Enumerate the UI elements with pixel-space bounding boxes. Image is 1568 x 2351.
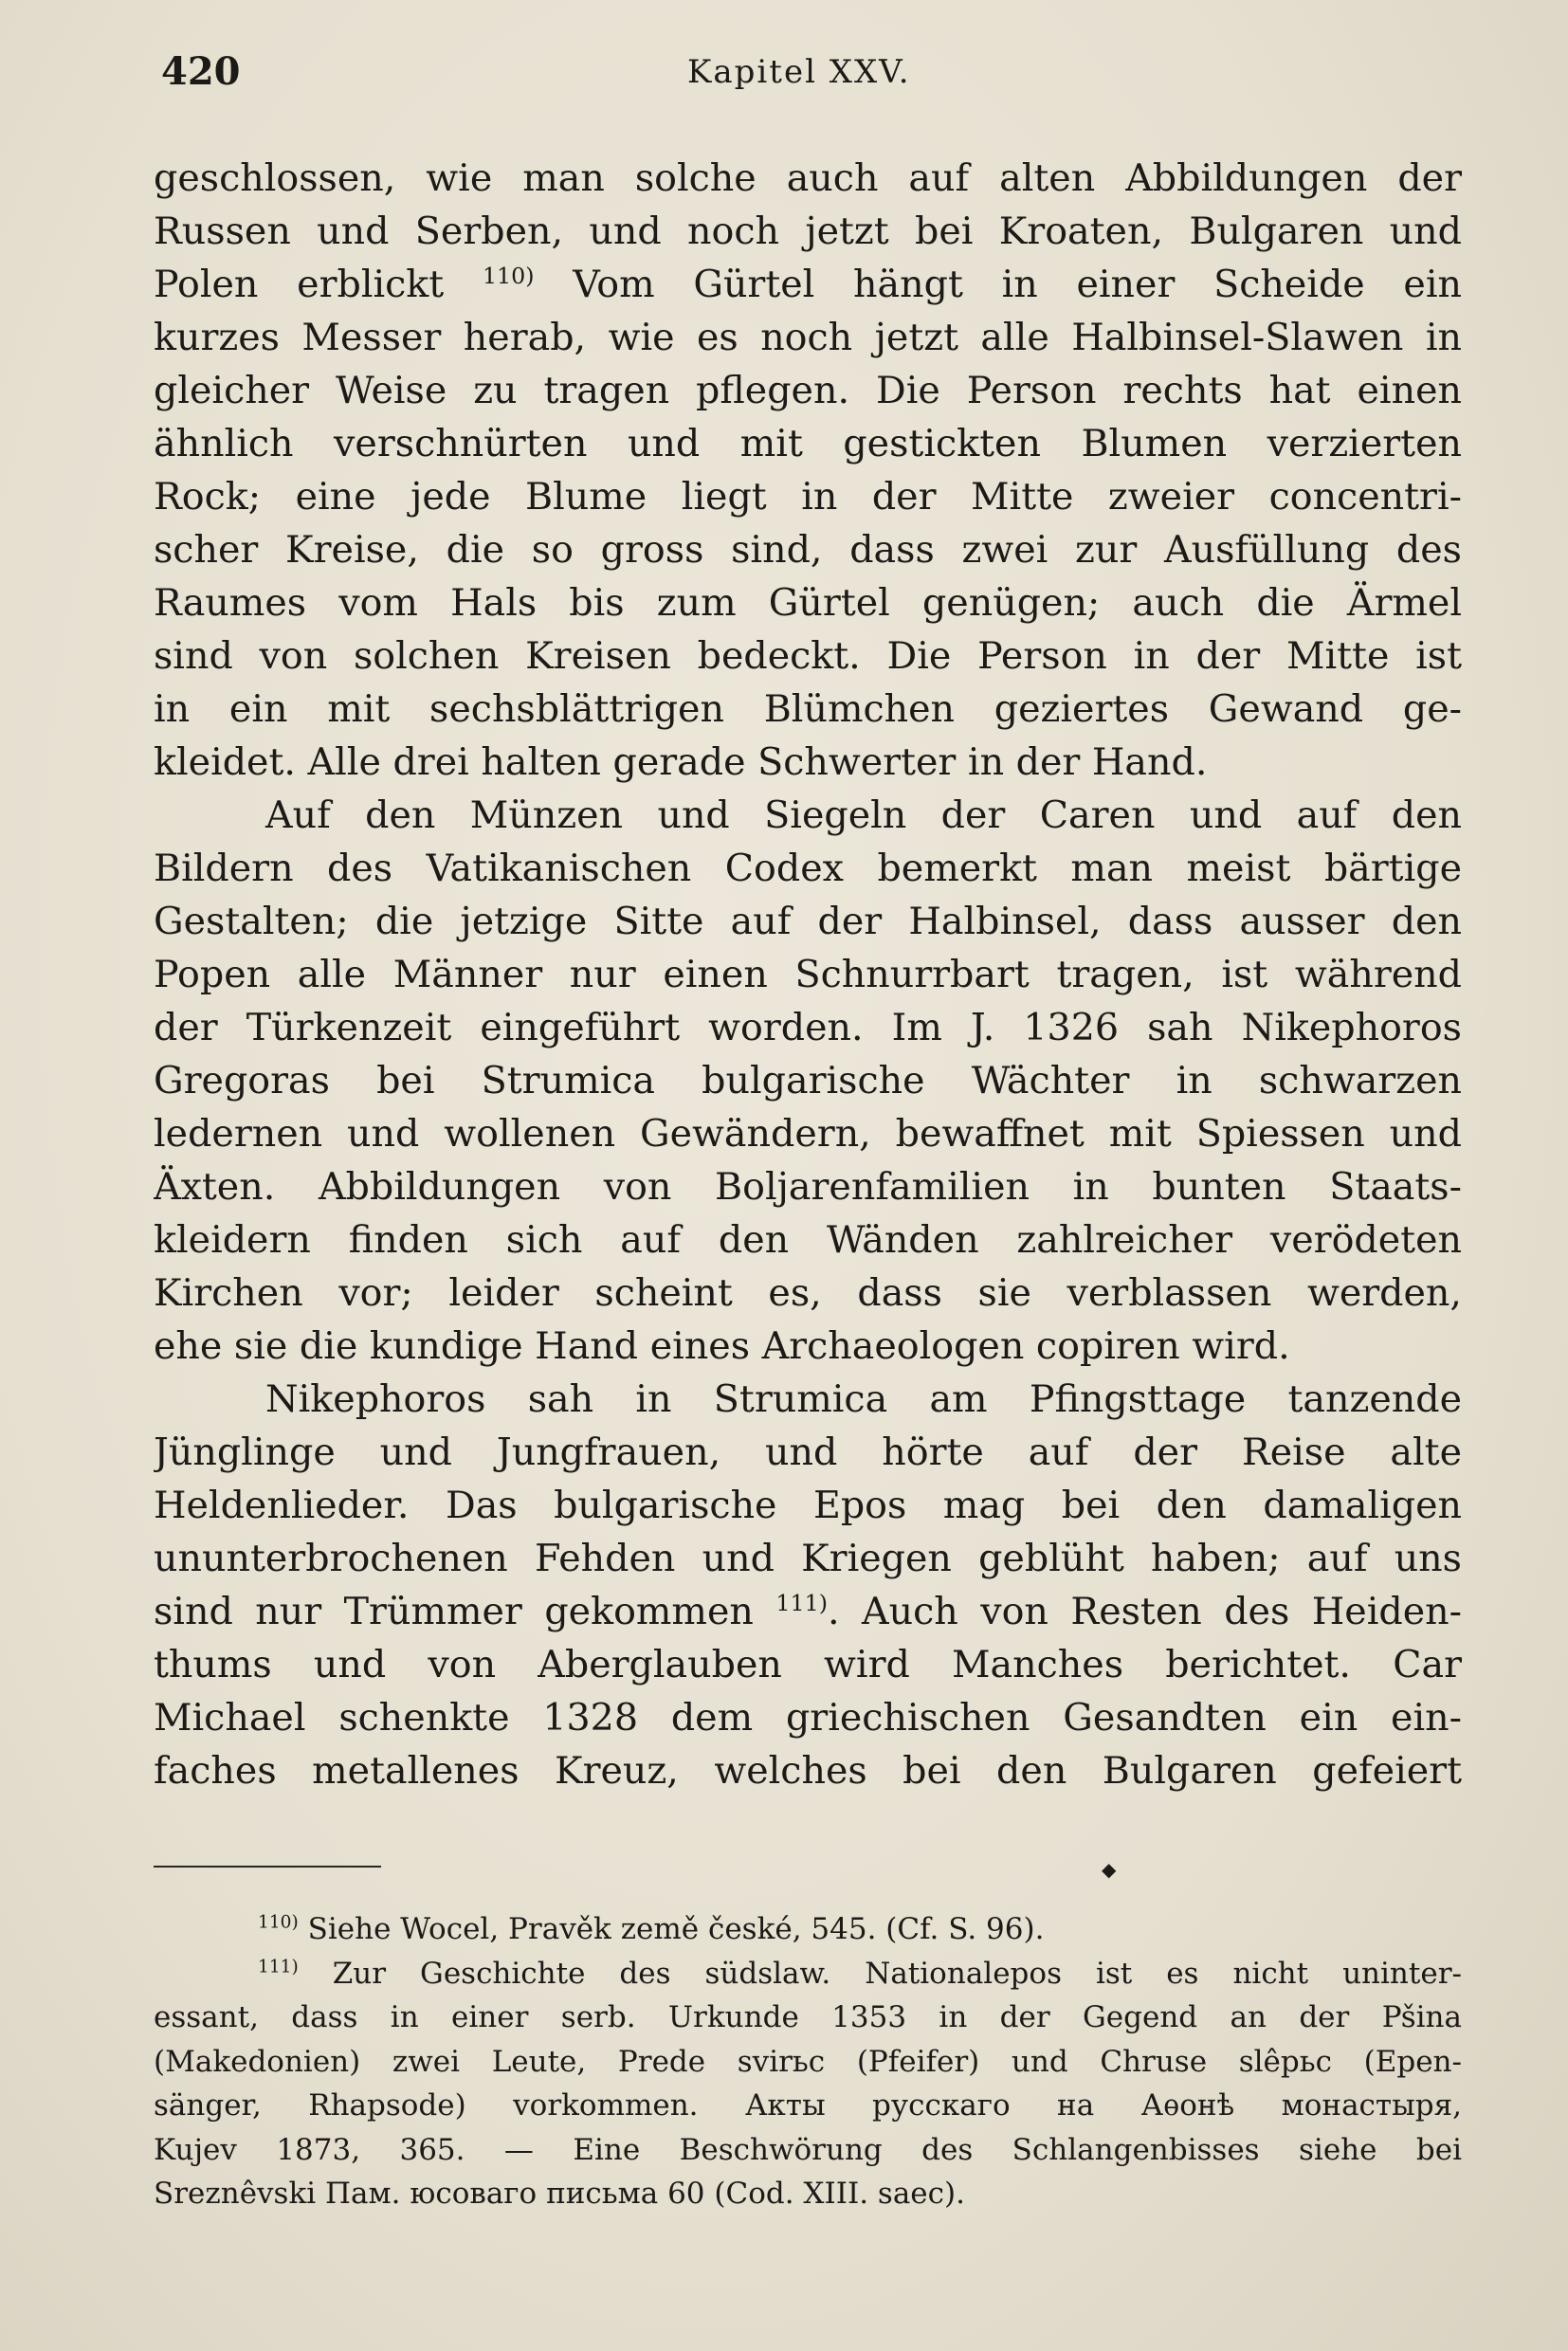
- text-line: ununterbrochenen Fehden und Kriegen geblüht haben; auf uns: [154, 1537, 1462, 1580]
- text-line: sind von solchen Kreisen bedeckt. Die Person in der Mitte ist: [154, 634, 1462, 678]
- text-line: Bildern des Vatikanischen Codex bemerkt man meist bärtige: [154, 847, 1462, 890]
- text-line: kurzes Messer herab, wie es noch jetzt alle Halbinsel-Slawen in: [154, 316, 1462, 359]
- main-text: [154, 152, 1462, 1797]
- text-line: Auf den Münzen und Siegeln der Caren und auf den: [265, 793, 1462, 837]
- text-line: kleidet. Alle drei halten gerade Schwerter in der Hand.: [154, 740, 1208, 784]
- footnote-110: [154, 1907, 1462, 1952]
- text-line: Russen und Serben, und noch jetzt bei Kroaten, Bulgaren und: [154, 210, 1462, 253]
- footnote-text: Zur Geschichte des südslaw. Nationalepos ist es nicht uninter-: [332, 1956, 1462, 1991]
- footnote-number: 110): [258, 1912, 299, 1933]
- text-line: Heldenlieder. Das bulgarische Epos mag bei den damaligen: [154, 1484, 1462, 1527]
- text-line: scher Kreise, die so gross sind, dass zwei zur Ausfüllung des: [154, 528, 1462, 572]
- footnote-line: Kujev 1873, 365. — Eine Beschwörung des Schlangenbisses siehe bei: [154, 2132, 1462, 2167]
- text-line: in ein mit sechsblättrigen Blümchen geziertes Gewand ge-: [154, 687, 1462, 731]
- text-line: Jünglinge und Jungfrauen, und hörte auf der Reise alte: [154, 1431, 1462, 1474]
- text-line: Kirchen vor; leider scheint es, dass sie verblassen werden,: [154, 1271, 1462, 1315]
- footnote-ref-number: 111: [775, 1589, 819, 1616]
- footnote-line: (Makedonien) zwei Leute, Prede svirьc (Pfeifer) und Chruse slêpьc (Epen-: [154, 2044, 1462, 2079]
- footnote-number: 111): [258, 1957, 299, 1977]
- text-fragment: Auch von Resten des Heiden-: [862, 1590, 1462, 1633]
- footnote-line: sänger, Rhapsode) vorkommen. Акты русскаго на Аѳонѣ монастыря,: [154, 2088, 1462, 2123]
- text-line: ähnlich verschnürten und mit gestickten Blumen verzierten: [154, 422, 1462, 465]
- text-line: Nikephoros sah in Strumica am Pfingsttage tanzende: [265, 1377, 1462, 1421]
- text-line: geschlossen, wie man solche auch auf alten Abbildungen der: [154, 156, 1462, 200]
- footnotes: [154, 1907, 1462, 2216]
- text-line: kleidern finden sich auf den Wänden zahlreicher verödeten: [154, 1218, 1462, 1262]
- text-fragment: sind nur Trümmer gekommen: [154, 1590, 754, 1633]
- footnote-line: Sreznêvski Пам. юсоваго письма 60 (Cod. XIII. saec).: [154, 2177, 965, 2211]
- printer-mark: ◆: [1102, 1858, 1117, 1881]
- text-line: Gregoras bei Strumica bulgarische Wächter in schwarzen: [154, 1059, 1462, 1103]
- text-line: Rock; eine jede Blume liegt in der Mitte zweier concentri-: [154, 475, 1462, 519]
- footnote-text: Siehe Wocel, Pravěk země české, 545. (Cf. S. 96).: [307, 1912, 1045, 1946]
- text-line: ledernen und wollenen Gewändern, bewaffnet mit Spiessen und: [154, 1112, 1462, 1156]
- text-line: der Türkenzeit eingeführt worden. Im J. 1326 sah Nikephoros: [154, 1006, 1462, 1049]
- text-line: Raumes vom Hals bis zum Gürtel genügen; auch die Ärmel: [154, 581, 1462, 625]
- footnote-111: [154, 1952, 1462, 1996]
- footnote-ref-110: 110): [482, 262, 535, 289]
- footnote-line: essant, dass in einer serb. Urkunde 1353 in der Gegend an der Pšina: [154, 2000, 1462, 2034]
- text-line: Gestalten; die jetzige Sitte auf der Halbinsel, dass ausser den: [154, 900, 1462, 943]
- text-line: Äxten. Abbildungen von Boljarenfamilien in bunten Staats-: [154, 1165, 1462, 1209]
- text-fragment: Polen erblickt: [154, 263, 445, 306]
- text-line: Popen alle Männer nur einen Schnurrbart tragen, ist während: [154, 953, 1462, 996]
- running-head: Kapitel XXV.: [687, 53, 911, 91]
- text-line: thums und von Aberglauben wird Manches berichtet. Car: [154, 1643, 1462, 1686]
- footnote-rule: [154, 1866, 381, 1868]
- footnote-ref-number: 110: [482, 262, 526, 289]
- page-number: 420: [161, 49, 241, 94]
- text-line: gleicher Weise zu tragen pflegen. Die Person rechts hat einen: [154, 369, 1462, 412]
- footnote-number-text: 110: [258, 1912, 292, 1933]
- text-fragment: Vom Gürtel hängt in einer Scheide ein: [573, 263, 1462, 306]
- text-line: ehe sie die kundige Hand eines Archaeologen copiren wird.: [154, 1324, 1290, 1368]
- text-line: [154, 258, 1462, 311]
- footnote-number-text: 111: [258, 1957, 292, 1977]
- text-line: faches metallenes Kreuz, welches bei den Bulgaren gefeiert: [154, 1749, 1462, 1793]
- page-header: [161, 49, 1460, 106]
- text-line: Michael schenkte 1328 dem griechischen Gesandten ein ein-: [154, 1696, 1462, 1740]
- footnote-ref-111: 111): [775, 1589, 828, 1616]
- footnote-separator: [154, 1858, 1462, 1881]
- text-line: sind nur Trümmer gekommen $^{111)}$. Auch von Resten des Heiden-: [154, 1589, 1462, 1633]
